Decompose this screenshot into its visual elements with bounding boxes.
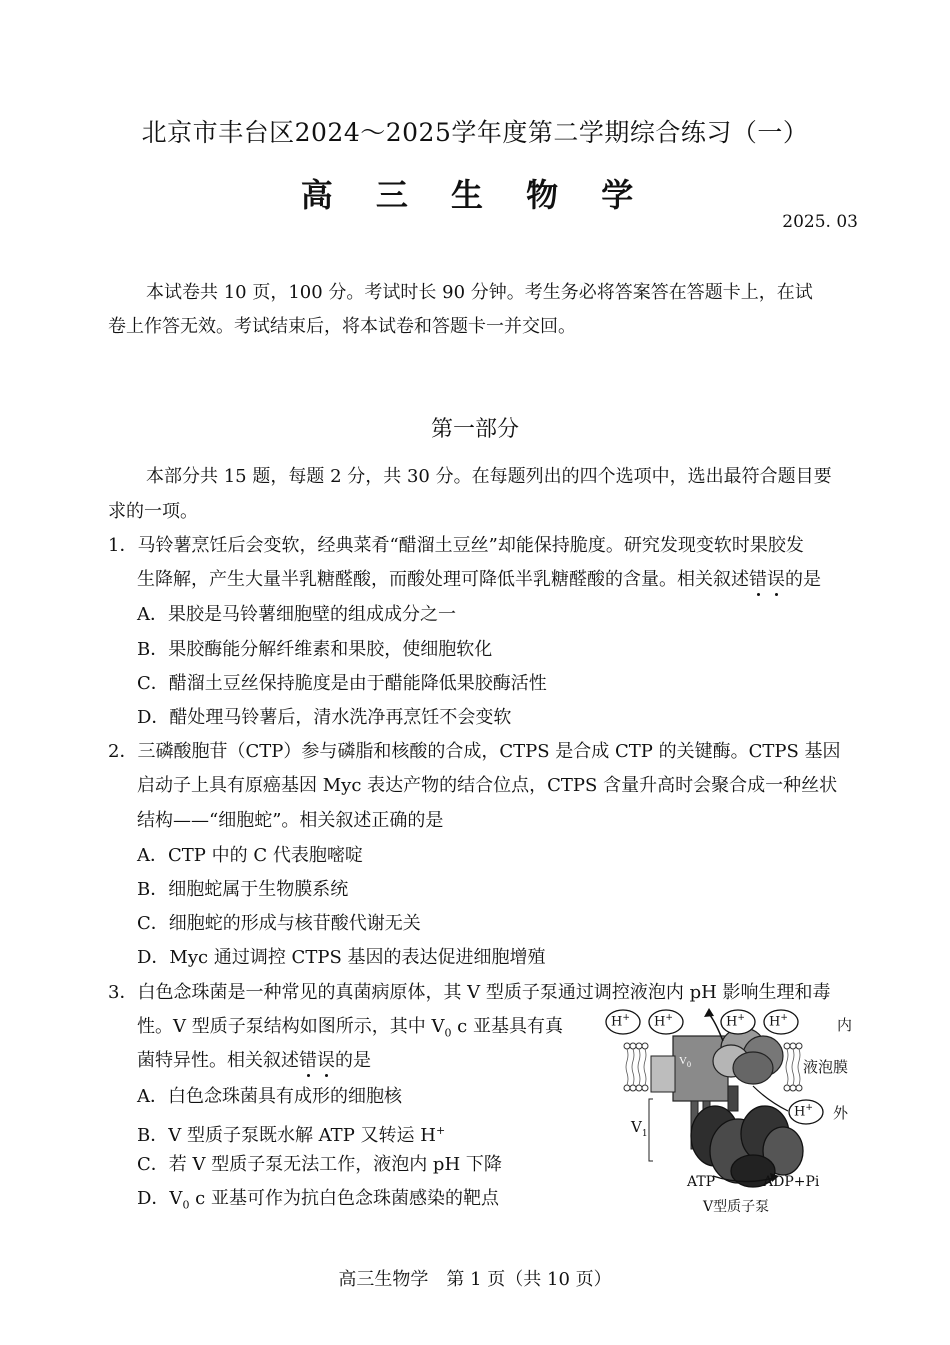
h-ion-label: H+ bbox=[769, 1013, 788, 1030]
lipid-head bbox=[642, 1085, 648, 1091]
q2-stem-line-3: 结构——“细胞蛇”。相关叙述正确的是 bbox=[137, 810, 444, 831]
emphasis-char: 错 bbox=[299, 1050, 317, 1071]
q3-option-d-text: D．V bbox=[137, 1188, 183, 1209]
lipid-head bbox=[624, 1085, 630, 1091]
h-ion-label: H+ bbox=[611, 1013, 630, 1030]
q3-option-b bbox=[137, 1119, 445, 1148]
membrane-label: 液泡膜 bbox=[803, 1058, 849, 1076]
exam-date: 2025. 03 bbox=[782, 212, 858, 232]
q1-stem-text: 生降解，产生大量半乳糖醛酸，而酸处理可降低半乳糖醛酸的含量。相关叙述 bbox=[137, 569, 749, 590]
q3-stem-line-3 bbox=[137, 1049, 371, 1073]
emphasis-char: 错 bbox=[749, 569, 767, 590]
intro-line-2: 卷上作答无效。考试结束后，将本试卷和答题卡一并交回。 bbox=[108, 316, 576, 337]
q3-stem-text: 性。V 型质子泵结构如图所示，其中 V bbox=[137, 1016, 445, 1037]
q3-option-d-text: c 亚基可作为抗白色念珠菌感染的靶点 bbox=[189, 1188, 499, 1209]
lipid-head bbox=[784, 1043, 790, 1049]
q2-option-d: D．Myc 通过调控 CTPS 基因的表达促进细胞增殖 bbox=[137, 947, 546, 968]
lipid-head bbox=[630, 1043, 636, 1049]
proton-pump-figure bbox=[603, 1006, 863, 1221]
q3-stem-line-2 bbox=[137, 1015, 563, 1046]
lipid-tail bbox=[786, 1049, 788, 1085]
outside-label: 外 bbox=[833, 1104, 849, 1122]
lipid-tail bbox=[644, 1049, 646, 1085]
q1-option-d: D．醋处理马铃薯后，清水洗净再烹饪不会变软 bbox=[137, 707, 512, 728]
h-ion-label: H+ bbox=[726, 1013, 745, 1030]
exam-subject: 高 三 生 物 学 bbox=[300, 176, 650, 214]
q2-option-a: A．CTP 中的 C 代表胞嘧啶 bbox=[137, 845, 363, 866]
lipid-tail bbox=[798, 1049, 800, 1085]
q2-option-b: B．细胞蛇属于生物膜系统 bbox=[137, 879, 349, 900]
h-ion-label: H+ bbox=[794, 1103, 813, 1120]
q2-stem-line-2: 启动子上具有原癌基因 Myc 表达产物的结合位点，CTPS 含量升高时会聚合成一种丝状 bbox=[137, 775, 838, 796]
lipid-head bbox=[796, 1085, 802, 1091]
q2-option-c: C．细胞蛇的形成与核苷酸代谢无关 bbox=[137, 913, 421, 934]
q1-stem-line-2 bbox=[137, 568, 821, 592]
lipid-tail bbox=[632, 1049, 634, 1085]
q1-option-b: B．果胶酶能分解纤维素和果胶，使细胞软化 bbox=[137, 639, 493, 660]
q1-stem-text: 的是 bbox=[785, 569, 821, 590]
q1-option-c: C．醋溜土豆丝保持脆度是由于醋能降低果胶酶活性 bbox=[137, 673, 547, 694]
v1-label: $V_1$ bbox=[631, 1118, 648, 1139]
lipid-head bbox=[642, 1043, 648, 1049]
arrow-head bbox=[704, 1008, 714, 1017]
q3-stem-text: 的是 bbox=[335, 1050, 371, 1071]
lipid-tail bbox=[638, 1049, 640, 1085]
q3-option-d bbox=[137, 1187, 499, 1218]
emphasis-char: 误 bbox=[317, 1050, 335, 1071]
q3-stem-line-1: 3．白色念珠菌是一种常见的真菌病原体，其 V 型质子泵通过调控液泡内 pH 影响生理和毒 bbox=[108, 982, 831, 1003]
lipid-head bbox=[636, 1085, 642, 1091]
v0-side-subunit bbox=[651, 1056, 675, 1092]
superscript: + bbox=[435, 1124, 446, 1137]
subscript: 0 bbox=[182, 1198, 190, 1212]
lipid-head bbox=[790, 1085, 796, 1091]
inside-label: 内 bbox=[837, 1016, 853, 1034]
central-rotor bbox=[728, 1086, 738, 1111]
part-instruction-line-2: 求的一项。 bbox=[108, 501, 198, 522]
atp-label: ATP bbox=[687, 1174, 716, 1190]
v0-label: $V_0$ bbox=[679, 1055, 691, 1069]
q3-stem-text: c 亚基具有真 bbox=[451, 1016, 563, 1037]
lipid-head bbox=[790, 1043, 796, 1049]
exam-title: 北京市丰台区2024～2025学年度第二学期综合练习（一） bbox=[141, 118, 809, 147]
intro-line-1: 本试卷共 10 页，100 分。考试时长 90 分钟。考生务必将答案答在答题卡上，在试 bbox=[146, 282, 813, 303]
q3-stem-text: 菌特异性。相关叙述 bbox=[137, 1050, 299, 1071]
figure-caption: V型质子泵 bbox=[703, 1199, 770, 1215]
part-heading: 第一部分 bbox=[430, 417, 519, 442]
adp-label: ADP+Pi bbox=[763, 1174, 820, 1190]
lipid-head bbox=[624, 1043, 630, 1049]
proton-pump-diagram bbox=[603, 1006, 863, 1221]
q3-option-c: C．若 V 型质子泵无法工作，液泡内 pH 下降 bbox=[137, 1154, 502, 1175]
v1-bracket bbox=[649, 1099, 653, 1161]
page-footer: 高三生物学 第 1 页（共 10 页） bbox=[338, 1269, 612, 1290]
q2-stem-line-1: 2．三磷酸胞苷（CTP）参与磷脂和核酸的合成，CTPS 是合成 CTP 的关键酶。CTPS 基因 bbox=[108, 741, 841, 762]
lipid-head bbox=[630, 1085, 636, 1091]
part-instruction-line-1: 本部分共 15 题，每题 2 分，共 30 分。在每题列出的四个选项中，选出最符合题目要 bbox=[146, 466, 832, 487]
q1-stem-line-1: 1．马铃薯烹饪后会变软，经典菜肴“醋溜土豆丝”却能保持脆度。研究发现变软时果胶发 bbox=[108, 535, 804, 556]
subscript: 0 bbox=[444, 1026, 452, 1040]
lipid-head bbox=[796, 1043, 802, 1049]
q1-option-a: A．果胶是马铃薯细胞壁的组成成分之一 bbox=[137, 604, 456, 625]
q3-option-b-text: B．V 型质子泵既水解 ATP 又转运 H bbox=[137, 1125, 436, 1146]
lipid-tail bbox=[792, 1049, 794, 1085]
emphasis-char: 误 bbox=[767, 569, 785, 590]
lipid-head bbox=[784, 1085, 790, 1091]
lipid-head bbox=[636, 1043, 642, 1049]
h-ion-label: H+ bbox=[654, 1013, 673, 1030]
lipid-tail bbox=[626, 1049, 628, 1085]
q3-option-a: A．白色念珠菌具有成形的细胞核 bbox=[137, 1086, 402, 1107]
